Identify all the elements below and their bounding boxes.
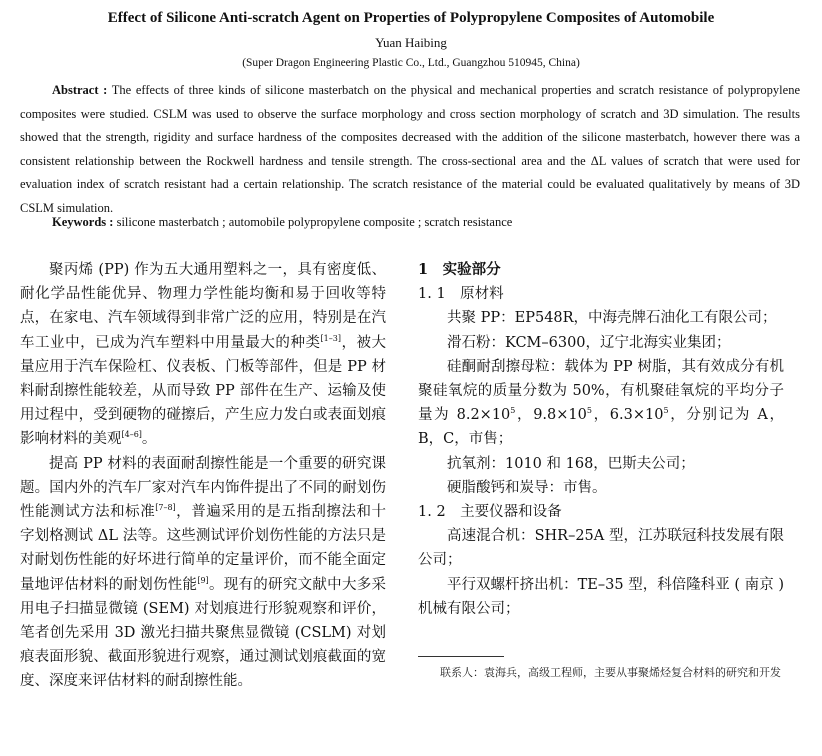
keywords-text: silicone masterbatch ; automobile polypropylene composite ; scratch resistance	[116, 215, 513, 229]
abstract-text: The effects of three kinds of silicone masterbatch on the physical and mechanical properties and scratch resistance of polypropylene composites were studied. CSLM was used to observe the surface morphology and cross section morphology of scratch and 3D simulation. The results showed that the strength, rigidity and surface hardness of the composites decreased with the addition of the silicone masterbatch, however there was a consistent relationship between the Rockwell hardness and tensile strength. The cross-sectional area and the ΔL values of scratch that were used for evaluation index of scratch resistant had a certain relationship. The scratch resistance of the material could be evaluated qualitatively by means of 3D CSLM simulation.	[20, 83, 800, 215]
citation: [7–8]	[155, 503, 176, 513]
paper-title-en: Effect of Silicone Anti-scratch Agent on Properties of Polypropylene Composites of Automobile	[107, 10, 715, 26]
abstract-label: Abstract :	[52, 83, 108, 97]
subsection-heading-materials: 1. 1 原材料	[418, 286, 504, 303]
keywords-label: Keywords :	[52, 215, 114, 229]
material-item: 共聚 PP：EP548R，中海壳牌石油化工有限公司；	[447, 310, 777, 327]
abstract	[20, 79, 800, 220]
citation: [9]	[197, 575, 209, 585]
intro-paragraph-2: 提高 PP 材料的表面耐刮擦性能是一个重要的研究课题。国内外的汽车厂家对汽车内饰件提出了不同的耐划伤性能测试方法和标准[7–8]，普遍采用的是五指刮擦法和十字划格测试 ΔL 法等。这些测试评价划伤性能的方法只是对耐划伤性能的好坏进行简单的定量评价，而不能全面定量地评估材料的耐划伤性能[9]。现有的研究文献中大多采用电子扫描显微镜 (SEM) 对划痕进行形貌观察和评价，笔者创先采用 3D 激光扫描共聚焦显微镜 (CSLM) 对划痕表面形貌、截面形貌进行观察，通过测试划痕截面的宽度、深度来评估材料的耐刮擦性能。	[20, 455, 387, 690]
left-column	[20, 258, 386, 694]
section-heading: 1 实验部分	[418, 261, 501, 278]
equipment-item: 平行双螺杆挤出机：TE–35 型，科倍隆科亚 ( 南京 ) 机械有限公司；	[418, 576, 784, 617]
intro-paragraph-1: 聚丙烯 (PP) 作为五大通用塑料之一，具有密度低、耐化学品性能优异、物理力学性能均衡和易于回收等特点，在家电、汽车领域得到非常广泛的应用，特别是在汽车工业中，已成为汽车塑料中用量最大的种类[1–3]，被大量应用于汽车保险杠、仪表板、门板等部件，但是 PP 材料耐刮擦性能较差，从而导致 PP 部件在生产、运输及使用过程中，受到硬物的碰擦后，产生应力发白或表面划痕影响材料的美观[4–6]。	[20, 262, 387, 448]
author-affiliation: (Super Dragon Engineering Plastic Co., Ltd., Guangzhou 510945, China)	[242, 57, 580, 69]
author-name: Yuan Haibing	[375, 35, 447, 50]
keywords	[52, 215, 812, 230]
citation: [1–3]	[320, 333, 341, 343]
footnote: 联系人：袁海兵，高级工程师，主要从事聚烯烃复合材料的研究和开发	[440, 666, 781, 679]
material-item: 硬脂酸钙和炭导：市售。	[447, 479, 607, 496]
right-column	[418, 258, 784, 621]
material-item: 抗氧剂：1010 和 168，巴斯夫公司；	[447, 455, 695, 472]
footnote-divider	[418, 656, 504, 657]
equipment-item: 高速混合机：SHR–25A 型，江苏联冠科技发展有限公司；	[418, 528, 784, 569]
subsection-heading-equipment: 1. 2 主要仪器和设备	[418, 504, 562, 521]
material-item: 滑石粉：KCM–6300，辽宁北海实业集团；	[447, 334, 731, 351]
citation: [4–6]	[121, 430, 142, 440]
material-item: 硅酮耐刮擦母粒：载体为 PP 树脂，其有效成分有机聚硅氧烷的质量分数为 50%，有机聚硅氧烷的平均分子量为 $8.2\times 10^5$，$9.8\times 10^5$，$6.3\times 10^5$，分别记为 A，B，C，市售；	[418, 358, 784, 448]
